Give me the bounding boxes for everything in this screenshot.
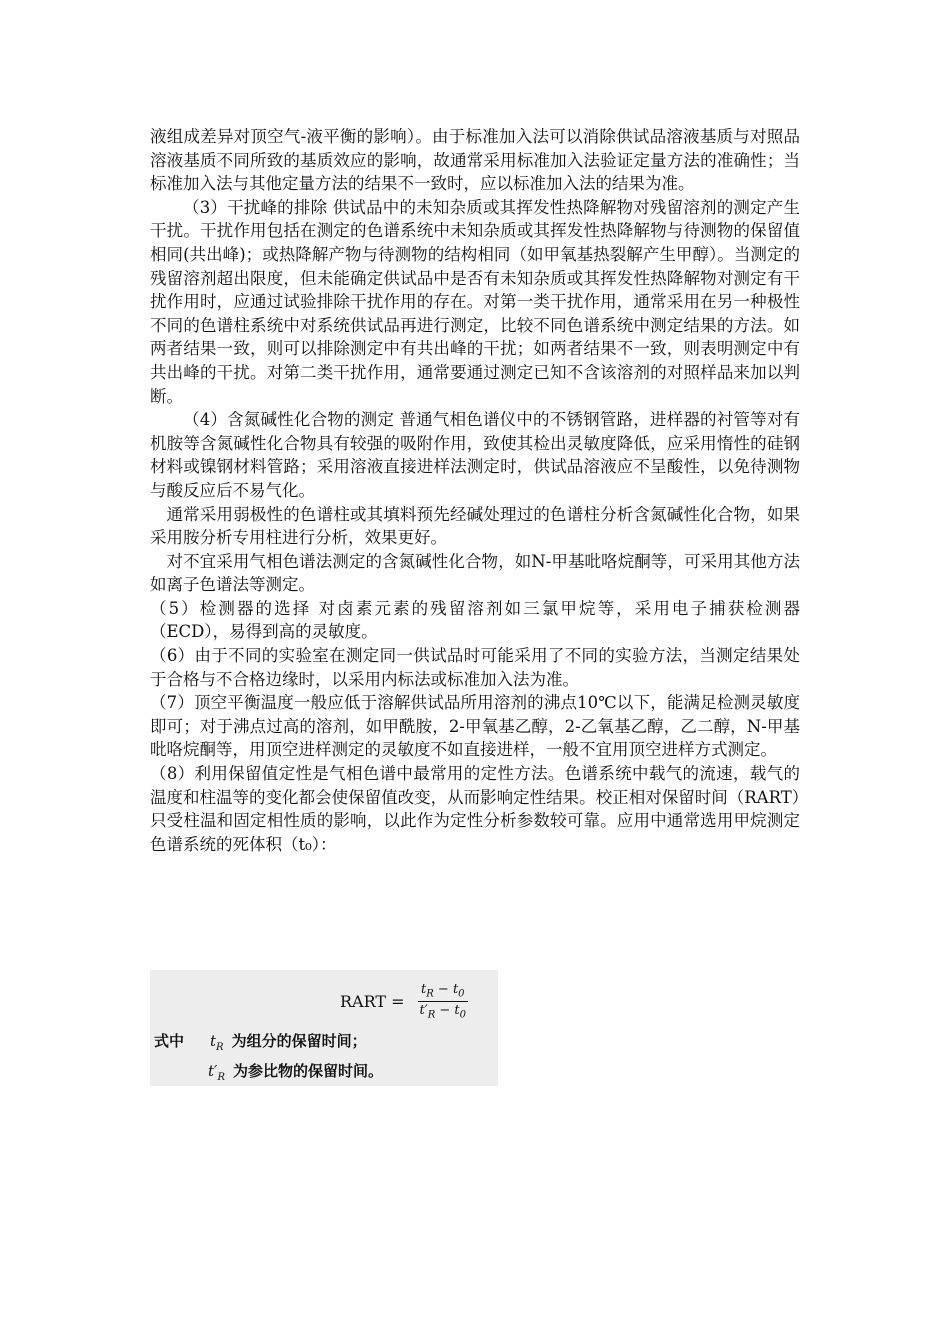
- symbol-tr-prime: $t'_R$: [208, 1062, 225, 1083]
- equation-lhs: RART =: [340, 991, 405, 1011]
- paragraph-1: 液组成差异对顶空气-液平衡的影响）。由于标准加入法可以消除供试品溶液基质与对照品溶液基质不同所致的基质效应的影响，故通常采用标准加入法验证定量方法的准确性；当标准加入法与其他定量方法的结果不一致时，应以标准加入法的结果为准。: [150, 127, 800, 194]
- equation-denominator: $t'_R - t_0$: [419, 1002, 467, 1021]
- where-line-1-text: 为组分的保留时间；: [231, 1032, 367, 1050]
- paragraph-nitrogen-compounds: （4）含氮碱性化合物的测定 普通气相色谱仪中的不锈钢管路，进样器的衬管等对有机胺等含氮碱性化合物具有较强的吸附作用，致使其检出灵敏度降低，应采用惰性的硅钢材料或镍钢材料管路；采用溶液直接进样法测定时，供试品溶液应不呈酸性，以免待测物与酸反应后不易气化。: [150, 410, 800, 500]
- paragraph-interference-peaks: （3）干扰峰的排除 供试品中的未知杂质或其挥发性热降解物对残留溶剂的测定产生干扰。干扰作用包括在测定的色谱系统中未知杂质或其挥发性热降解物与待测物的保留值相同(共出峰)；或热降解产物与待测物的结构相同（如甲氧基热裂解产生甲醇）。当测定的残留溶剂超出限度，但未能确定供试品中是否有未知杂质或其挥发性热降解物对测定有干扰作用时，应通过试验排除干扰作用的存在。对第一类干扰作用，通常采用在另一种极性不同的色谱柱系统中对系统供试品再进行测定，比较不同色谱系统中测定结果的方法。如两者结果一致，则可以排除测定中有共出峰的干扰；如两者结果不一致，则表明测定中有共出峰的干扰。对第二类干扰作用，通常要通过测定已知不含该溶剂的对照样品来加以判断。: [150, 197, 800, 406]
- rart-equation: [340, 982, 469, 1020]
- paragraph-detector-selection: （5）检测器的选择 对卤素元素的残留溶剂如三氯甲烷等，采用电子捕获检测器（ECD），易得到高的灵敏度。: [150, 598, 800, 642]
- where-line-2-text: 为参比物的保留时间。: [232, 1062, 383, 1080]
- where-label: 式中: [154, 1032, 185, 1050]
- paragraph-different-labs: （6）由于不同的实验室在测定同一供试品时可能采用了不同的实验方法，当测定结果处于合格与不合格边缘时，以采用内标法或标准加入法为准。: [150, 646, 800, 689]
- rart-formula-image: [150, 970, 498, 1086]
- paragraph-retention-value: （8）利用保留值定性是气相色谱中最常用的定性方法。色谱系统中载气的流速，载气的温度和柱温等的变化都会使保留值改变，从而影响定性结果。校正相对保留时间（RART）只受柱温和固定相性质的影响，以此作为定性分析参数较可靠。应用中通常选用甲烷测定色谱系统的死体积（t₀）：: [150, 764, 800, 854]
- document-body: [150, 125, 800, 856]
- equation-numerator: $t_R - t_0$: [418, 982, 468, 1002]
- where-line-2: [208, 1060, 383, 1083]
- paragraph-ion-chromatography: 对不宜采用气相色谱法测定的含氮碱性化合物，如N-甲基吡咯烷酮等，可采用其他方法如离子色谱法等测定。: [150, 551, 800, 595]
- equation-fraction: [417, 982, 470, 1020]
- symbol-tr: $t_R$: [210, 1032, 224, 1053]
- paragraph-weak-polarity-column: 通常采用弱极性的色谱柱或其填料预先经碱处理过的色谱柱分析含氮碱性化合物，如果采用胺分析专用柱进行分析，效果更好。: [150, 504, 800, 548]
- where-line-1: [154, 1030, 367, 1053]
- paragraph-headspace-temperature: （7）顶空平衡温度一般应低于溶解供试品所用溶剂的沸点10℃以下，能满足检测灵敏度即可；对于沸点过高的溶剂，如甲酰胺，2-甲氧基乙醇，2-乙氧基乙醇，乙二醇，N-甲基吡咯烷酮等，用顶空进样测定的灵敏度不如直接进样，一般不宜用顶空进样方式测定。: [150, 693, 800, 760]
